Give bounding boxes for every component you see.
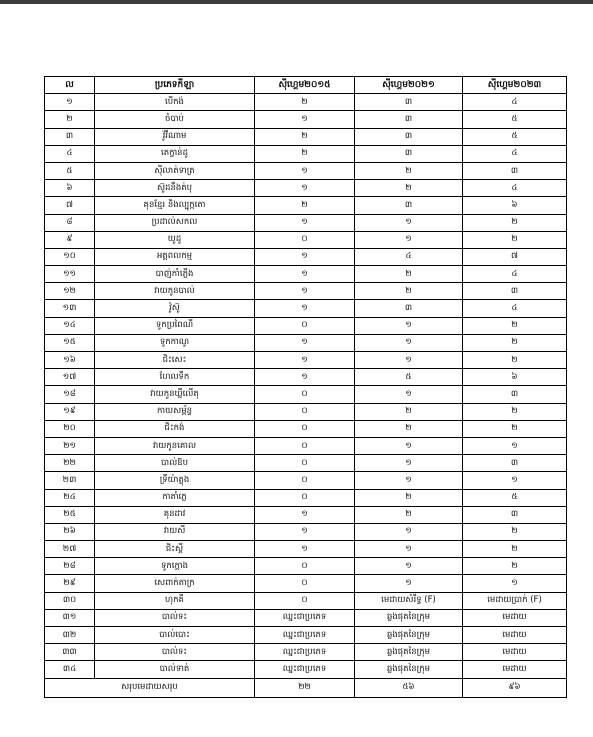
medals-2015: ១ (255, 111, 355, 128)
sport-name: ជិះសេះ (95, 352, 255, 369)
medals-2023: ៥ (463, 111, 567, 128)
sport-name: ជិះស្គី (95, 541, 255, 558)
medals-2023: មេដាយប្រាក់ (F) (463, 592, 567, 609)
row-number: ២២ (45, 455, 95, 472)
table-row (45, 248, 567, 265)
sport-name: គុនខ្មែរ និងល្បុក្កតោ (95, 197, 255, 214)
medals-2021: ១ (355, 575, 463, 592)
row-number: ៥ (45, 162, 95, 179)
medals-2021: ៣ (355, 197, 463, 214)
table-row (45, 437, 567, 454)
sport-name: វាយកូនបាល់ (95, 283, 255, 300)
medals-2021: ១ (355, 231, 463, 248)
medals-2023: ៦ (463, 369, 567, 386)
medals-2023: ៥ (463, 489, 567, 506)
total-label: សរុបមេដាយសរុប (45, 678, 255, 697)
table-row (45, 403, 567, 420)
row-number: ១ (45, 94, 95, 111)
row-number: ១៩ (45, 403, 95, 420)
medals-2015: ឈ្នះជាប្រភេទ (255, 627, 355, 644)
sport-name: ស៊ូដនឹងត់បុ (95, 180, 255, 197)
table-row (45, 609, 567, 626)
medals-2015: ១ (255, 300, 355, 317)
sport-name: ទ្រីយ៉ាត្លុង (95, 472, 255, 489)
medals-2015: ១ (255, 541, 355, 558)
medals-2023: ៣ (463, 283, 567, 300)
medals-2015: ២ (255, 128, 355, 145)
row-number: ២៥ (45, 506, 95, 523)
medals-2021: ១ (355, 455, 463, 472)
medals-2015: ១ (255, 283, 355, 300)
medals-2023: ៤ (463, 94, 567, 111)
medals-2015: ០ (255, 231, 355, 248)
header-year-2021: ស៊ីហ្គេម២០២១ (355, 77, 463, 94)
header-number: ល (45, 77, 95, 94)
medals-2023: ៣ (463, 386, 567, 403)
medals-2015: ០ (255, 437, 355, 454)
medals-2023: ៤ (463, 180, 567, 197)
medals-2015: ១ (255, 180, 355, 197)
medals-2015: ១ (255, 248, 355, 265)
medals-2021: ២ (355, 420, 463, 437)
medals-2023: មេដាយ (463, 627, 567, 644)
sport-name: ទូកប្រពៃណី (95, 317, 255, 334)
medal-table (44, 76, 567, 698)
medals-2023: ២ (463, 214, 567, 231)
table-row (45, 334, 567, 351)
medals-2023: ៣ (463, 506, 567, 523)
medals-2023: ៣ (463, 162, 567, 179)
header-year-2023: ស៊ីហ្គេម២០២៣ (463, 77, 567, 94)
medals-2023: មេដាយ (463, 644, 567, 661)
row-number: ៤ (45, 145, 95, 162)
sport-name: កាតាំភ្លេ (95, 489, 255, 506)
table-row (45, 283, 567, 300)
row-number: ១១ (45, 266, 95, 283)
header-year-2015: ស៊ីហ្គេម២០១៥ (255, 77, 355, 94)
medals-2021: ១ (355, 558, 463, 575)
medals-2015: ១ (255, 369, 355, 386)
table-row (45, 420, 567, 437)
row-number: ៣២ (45, 627, 95, 644)
medals-2015: ០ (255, 455, 355, 472)
sport-name: វាយកូនឃ្លីលើតុ (95, 386, 255, 403)
medals-2015: ០ (255, 317, 355, 334)
medals-2015: ០ (255, 472, 355, 489)
table-row (45, 266, 567, 283)
table-row (45, 300, 567, 317)
table-row (45, 162, 567, 179)
sport-name: ចំបាប់ (95, 111, 255, 128)
sport-name: វ៉ូស៊ូ (95, 300, 255, 317)
row-number: ២៦ (45, 523, 95, 540)
row-number: ៩ (45, 231, 95, 248)
medals-2021: ៣ (355, 145, 463, 162)
medals-2023: ៥ (463, 128, 567, 145)
medals-2021: ១ (355, 334, 463, 351)
table-row (45, 317, 567, 334)
medals-2021: ១ (355, 317, 463, 334)
table-row (45, 489, 567, 506)
table-row (45, 352, 567, 369)
medals-2015: ១ (255, 214, 355, 231)
medals-2023: ៦ (463, 197, 567, 214)
sport-name: តេក្វាន់ដូ (95, 145, 255, 162)
medals-2021: ២ (355, 506, 463, 523)
row-number: ១២ (45, 283, 95, 300)
medals-2023: ៤ (463, 145, 567, 162)
row-number: ២៣ (45, 472, 95, 489)
table-row (45, 386, 567, 403)
medals-2021: ៣ (355, 300, 463, 317)
medals-2015: ១ (255, 352, 355, 369)
medals-2021: ២ (355, 489, 463, 506)
table-row (45, 180, 567, 197)
header-sport: ប្រភេទកីឡា (95, 77, 255, 94)
medals-2021: ឆ្លងផុតនៃក្រុម (355, 609, 463, 626)
row-number: ៦ (45, 180, 95, 197)
table-row (45, 541, 567, 558)
medals-2021: ឆ្លងផុតនៃក្រុម (355, 661, 463, 678)
row-number: ៣ (45, 128, 95, 145)
medals-2015: ១ (255, 266, 355, 283)
sport-name: សេពាក់តាក្រ (95, 575, 255, 592)
table-row (45, 145, 567, 162)
sport-name: បេីកង់ (95, 94, 255, 111)
row-number: ២០ (45, 420, 95, 437)
table-row (45, 111, 567, 128)
medals-2023: ២ (463, 231, 567, 248)
row-number: ៨ (45, 214, 95, 231)
medals-2023: ៤ (463, 266, 567, 283)
table-row (45, 644, 567, 661)
medals-2021: ១ (355, 523, 463, 540)
medals-2015: ២ (255, 197, 355, 214)
row-number: ១៦ (45, 352, 95, 369)
medals-2021: ១ (355, 472, 463, 489)
table-header-row (45, 77, 567, 94)
sport-name: វ៉ូវីណាម (95, 128, 255, 145)
medals-2015: ២ (255, 94, 355, 111)
medals-2021: ៥ (355, 369, 463, 386)
medals-2023: ២ (463, 541, 567, 558)
row-number: ២៧ (45, 541, 95, 558)
medals-2021: ២ (355, 283, 463, 300)
row-number: ២៤ (45, 489, 95, 506)
table-row (45, 575, 567, 592)
medals-2023: ២ (463, 558, 567, 575)
sport-name: ស៊ីលាត់ទាត្រ (95, 162, 255, 179)
medals-2021: ១ (355, 386, 463, 403)
row-number: ២១ (45, 437, 95, 454)
sport-name: វាយកូនគោល (95, 437, 255, 454)
sport-name: ប្រដាល់សកល (95, 214, 255, 231)
table-row (45, 455, 567, 472)
table-row (45, 558, 567, 575)
row-number: ១៥ (45, 334, 95, 351)
row-number: ១៤ (45, 317, 95, 334)
total-value: ២២ (255, 678, 355, 697)
medals-2015: ០ (255, 592, 355, 609)
medals-2021: ១ (355, 352, 463, 369)
medals-2023: ៧ (463, 248, 567, 265)
medals-2021: ៤ (355, 248, 463, 265)
sport-name: អត្តពលកម្ម (95, 248, 255, 265)
medals-2015: ០ (255, 489, 355, 506)
medals-2021: ៣ (355, 128, 463, 145)
row-number: ១៧ (45, 369, 95, 386)
medals-2015: ០ (255, 386, 355, 403)
table-body (45, 94, 567, 678)
medals-2021: ៣ (355, 94, 463, 111)
row-number: ១៨ (45, 386, 95, 403)
table-row (45, 627, 567, 644)
medals-2023: ៣ (463, 455, 567, 472)
total-row (45, 678, 567, 697)
row-number: ៣៣ (45, 644, 95, 661)
medals-2015: ឈ្នះជាប្រភេទ (255, 609, 355, 626)
document-top-border (0, 0, 593, 4)
medals-2015: ១ (255, 523, 355, 540)
row-number: ៣៤ (45, 661, 95, 678)
medals-2023: ២ (463, 523, 567, 540)
row-number: ២៨ (45, 558, 95, 575)
medals-2021: ២ (355, 162, 463, 179)
medals-2015: ០ (255, 420, 355, 437)
medals-2023: ១ (463, 472, 567, 489)
medals-2023: មេដាយ (463, 609, 567, 626)
medals-2023: ២ (463, 420, 567, 437)
row-number: ២៩ (45, 575, 95, 592)
medals-2021: ២ (355, 403, 463, 420)
table-row (45, 523, 567, 540)
medals-2021: ១ (355, 541, 463, 558)
medals-2023: ៤ (463, 300, 567, 317)
sport-name: បាល់ទះ (95, 644, 255, 661)
sport-name: បាល់បោះ (95, 627, 255, 644)
table-row (45, 592, 567, 609)
sport-name: គុនដាវ (95, 506, 255, 523)
table-row (45, 94, 567, 111)
table-row (45, 506, 567, 523)
row-number: ៣១ (45, 609, 95, 626)
medals-2023: ២ (463, 334, 567, 351)
table-row (45, 128, 567, 145)
total-value: ៥៦ (355, 678, 463, 697)
table-row (45, 472, 567, 489)
medals-2023: ១ (463, 575, 567, 592)
medals-2023: ២ (463, 403, 567, 420)
medals-2021: ឆ្លងផុតនៃក្រុម (355, 627, 463, 644)
sport-name: បាញ់កាំភ្លើង (95, 266, 255, 283)
table-row (45, 231, 567, 248)
sport-name: ហែលទឹក (95, 369, 255, 386)
table-row (45, 661, 567, 678)
medals-2021: មេដាយសំរឹទ្ធ (F) (355, 592, 463, 609)
row-number: ៣០ (45, 592, 95, 609)
sport-name: យូដូ (95, 231, 255, 248)
medals-2015: ១ (255, 506, 355, 523)
medals-2015: ០ (255, 575, 355, 592)
sport-name: ជិះកង់ (95, 420, 255, 437)
medals-2023: ២ (463, 317, 567, 334)
medals-2015: ០ (255, 558, 355, 575)
medals-2021: ១ (355, 214, 463, 231)
medals-2015: ឈ្នះជាប្រភេទ (255, 644, 355, 661)
medals-2015: ២ (255, 145, 355, 162)
table-row (45, 214, 567, 231)
medals-2015: ០ (255, 403, 355, 420)
medals-2021: ២ (355, 180, 463, 197)
document-page (44, 76, 566, 698)
row-number: ២ (45, 111, 95, 128)
row-number: ៧ (45, 197, 95, 214)
medals-2023: ១ (463, 437, 567, 454)
sport-name: កាយសម្ព័ន្ធ (95, 403, 255, 420)
medals-2021: ២ (355, 266, 463, 283)
medals-2021: ១ (355, 437, 463, 454)
table-row (45, 369, 567, 386)
medals-2023: មេដាយ (463, 661, 567, 678)
medals-2015: ១ (255, 334, 355, 351)
sport-name: បាល់ទាត់ (95, 661, 255, 678)
sport-name: ហុកគី (95, 592, 255, 609)
sport-name: វាយសី (95, 523, 255, 540)
row-number: ១០ (45, 248, 95, 265)
medals-2015: ១ (255, 162, 355, 179)
sport-name: ទូកកាណូ (95, 334, 255, 351)
sport-name: បាល់ឱប (95, 455, 255, 472)
medals-2023: ២ (463, 352, 567, 369)
medals-2015: ឈ្នះជាប្រភេទ (255, 661, 355, 678)
row-number: ១៣ (45, 300, 95, 317)
medals-2021: ឆ្លងផុតនៃក្រុម (355, 644, 463, 661)
table-row (45, 197, 567, 214)
medals-2021: ៣ (355, 111, 463, 128)
total-value: ៩៦ (463, 678, 567, 697)
sport-name: ទូកក្ដោង (95, 558, 255, 575)
sport-name: បាល់ទះ (95, 609, 255, 626)
